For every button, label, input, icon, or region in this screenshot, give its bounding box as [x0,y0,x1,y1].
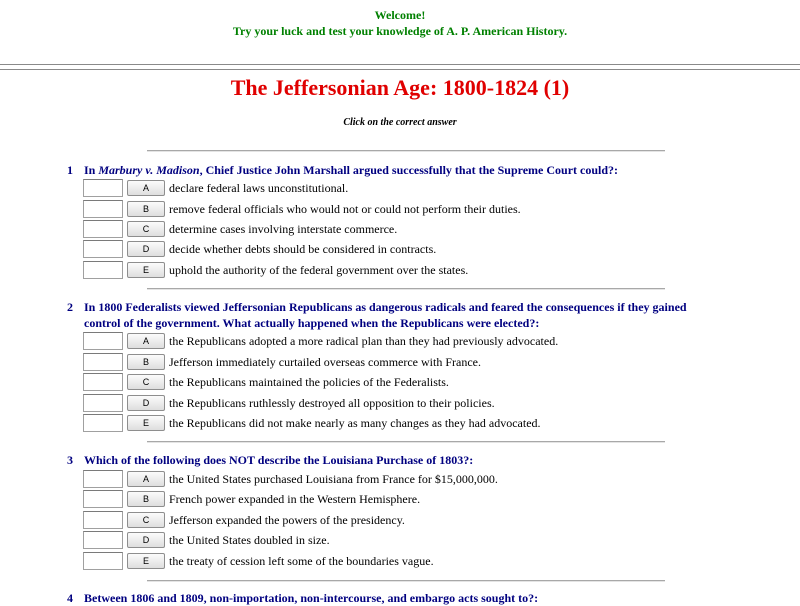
divider [147,288,665,290]
choice-d-button[interactable]: D [127,395,165,411]
choice-text: decide whether debts should be considered in contracts. [169,242,437,256]
answer-field[interactable] [83,470,123,488]
choice-text: remove federal officials who would not or could not perform their duties. [169,202,521,216]
choice-text: French power expanded in the Western Hemisphere. [169,492,421,506]
choice-a-button[interactable]: A [127,333,165,349]
choice-c-button[interactable]: C [127,221,165,237]
divider [147,441,665,443]
answer-field[interactable] [83,373,123,391]
choice-a-button[interactable]: A [127,180,165,196]
tagline-text: Try your luck and test your knowledge of A. P. American History. [232,24,568,38]
choice-text: the Republicans adopted a more radical plan than they had previously advocated. [169,334,559,348]
answer-field[interactable] [83,240,123,258]
question-text: In 1800 Federalists viewed Jeffersonian Republicans as dangerous radicals and feared the consequences if they gained control of the government. What actually happened when the Republicans were elected?: [84,300,687,330]
choice-text: the United States doubled in size. [169,533,330,547]
choice-text: Jefferson immediately curtailed overseas commerce with France. [169,355,481,369]
header-divider [0,64,800,70]
choice-b-button[interactable]: B [127,354,165,370]
welcome-header [0,0,800,39]
page-title: The Jeffersonian Age: 1800-1824 (1) [230,75,570,100]
answer-field[interactable] [83,261,123,279]
answer-field[interactable] [83,179,123,197]
choice-text: the United States purchased Louisiana from France for $15,000,000. [169,472,498,486]
answer-field[interactable] [83,332,123,350]
choice-text: uphold the authority of the federal government over the states. [169,263,469,277]
choice-text: the Republicans did not make nearly as many changes as they had advocated. [169,416,541,430]
choice-c-button[interactable]: C [127,512,165,528]
answer-field[interactable] [83,394,123,412]
welcome-text: Welcome! [374,8,426,22]
choice-text: the Republicans ruthlessly destroyed all opposition to their policies. [169,396,495,410]
instruction-text: Click on the correct answer [343,117,457,128]
answer-field[interactable] [83,511,123,529]
choice-text: determine cases involving interstate commerce. [169,222,398,236]
choice-text: the Republicans maintained the policies of the Federalists. [169,375,449,389]
answer-field[interactable] [83,531,123,549]
choice-b-button[interactable]: B [127,201,165,217]
answer-field[interactable] [83,414,123,432]
answer-field[interactable] [83,353,123,371]
choice-d-button[interactable]: D [127,532,165,548]
question-text: In Marbury v. Madison, Chief Justice John Marshall argued successfully that the Supreme Court could?: [84,163,619,177]
question-text: Which of the following does NOT describe the Louisiana Purchase of 1803?: [84,453,474,467]
choice-e-button[interactable]: E [127,553,165,569]
question-text: Between 1806 and 1809, non-importation, non-intercourse, and embargo acts sought to?: [84,591,539,605]
question-number: 1 [67,163,73,177]
choice-c-button[interactable]: C [127,374,165,390]
choice-a-button[interactable]: A [127,471,165,487]
choice-text: the treaty of cession left some of the boundaries vague. [169,554,434,568]
question-number: 4 [67,591,73,605]
choice-e-button[interactable]: E [127,415,165,431]
divider [147,580,665,582]
divider [147,150,665,152]
answer-field[interactable] [83,490,123,508]
choice-d-button[interactable]: D [127,241,165,257]
answer-field[interactable] [83,220,123,238]
choice-text: Jefferson expanded the powers of the presidency. [169,513,405,527]
question-number: 2 [67,300,73,314]
choice-text: declare federal laws unconstitutional. [169,181,349,195]
answer-field[interactable] [83,552,123,570]
answer-field[interactable] [83,200,123,218]
question-number: 3 [67,453,73,467]
choice-e-button[interactable]: E [127,262,165,278]
choice-b-button[interactable]: B [127,491,165,507]
